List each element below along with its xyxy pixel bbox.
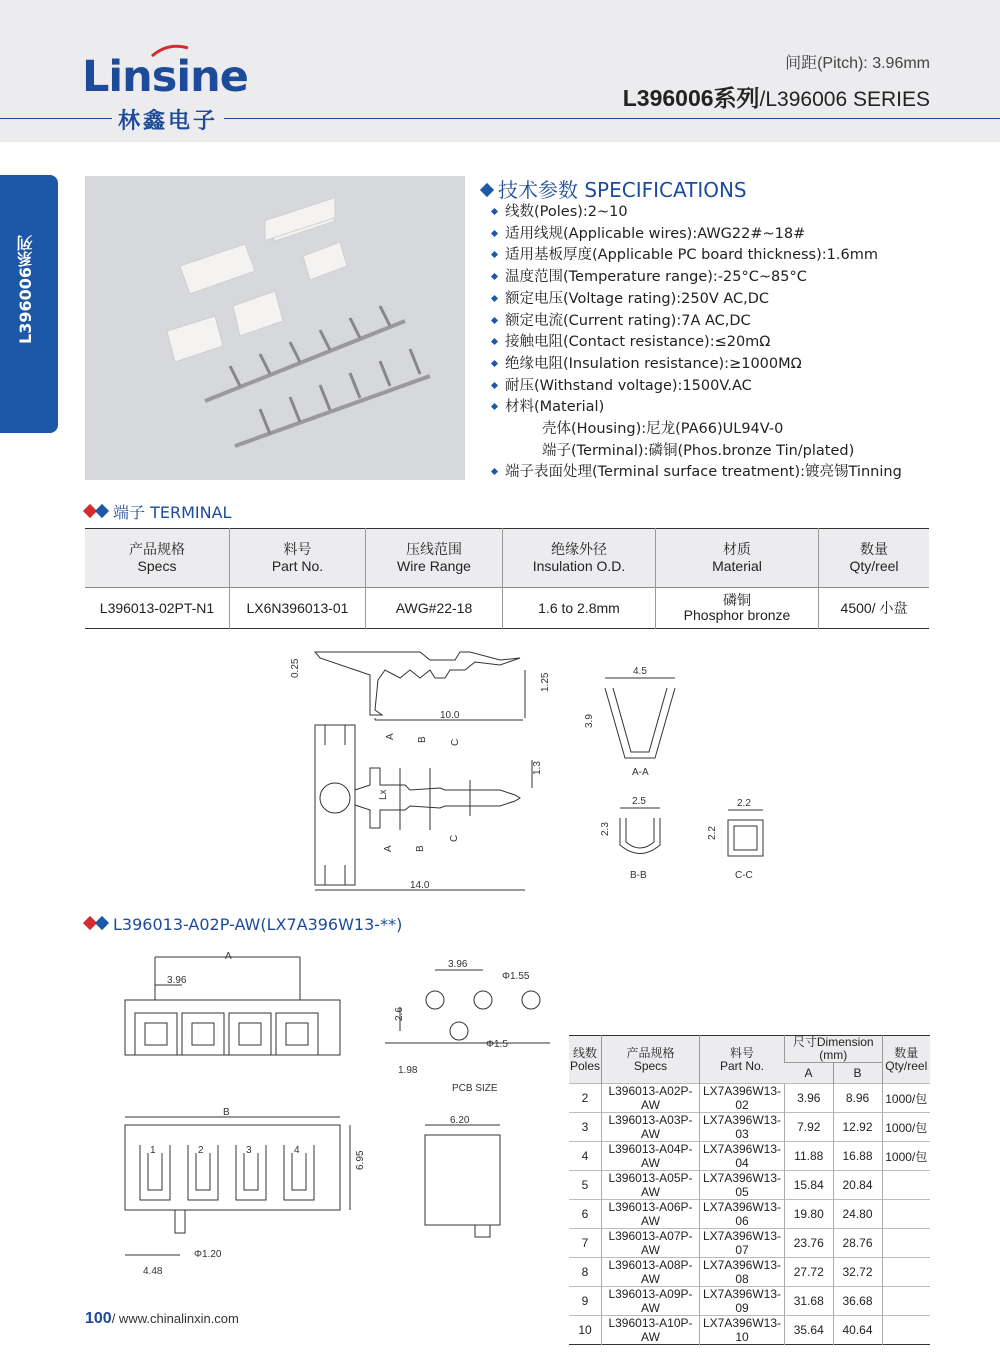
side-tab-label: L396006系列: [16, 235, 35, 344]
pitch-label: 间距(Pitch): 3.96mm: [785, 55, 930, 72]
connector-illustration: [85, 176, 465, 480]
cell-part: LX7A396W13-03: [700, 1113, 785, 1142]
series-cn: L396006系列: [622, 85, 760, 111]
housing-title: L396013-A02P-AW(LX7A396W13-**): [85, 915, 402, 934]
svg-text:C: C: [449, 834, 460, 842]
svg-text:C-C: C-C: [735, 870, 753, 881]
cell-qty: [882, 1171, 930, 1200]
svg-text:3.96: 3.96: [167, 975, 187, 986]
side-tab: [0, 175, 58, 433]
cell-poles: 10: [569, 1316, 602, 1345]
cell-qty: [882, 1258, 930, 1287]
diamond-icon: [95, 504, 109, 518]
table-row: [569, 1142, 930, 1171]
cell-b: 8.96: [833, 1084, 882, 1113]
table-row: [569, 1258, 930, 1287]
svg-text:PCB SIZE: PCB SIZE: [452, 1083, 498, 1094]
cell-part: LX7A396W13-06: [700, 1200, 785, 1229]
cell-part: LX7A396W13-05: [700, 1171, 785, 1200]
th-part: 料号 Part No.: [700, 1036, 785, 1084]
th-wire: 压线范围 Wire Range: [366, 529, 503, 588]
svg-text:1.3: 1.3: [532, 761, 543, 775]
spec-item: 额定电流(Current rating):7A AC,DC: [488, 311, 902, 333]
terminal-drawing: [270, 640, 770, 895]
svg-text:6.20: 6.20: [450, 1115, 470, 1126]
svg-text:B: B: [415, 845, 426, 852]
cell-specs: L396013-A03P-AW: [602, 1113, 700, 1142]
specs-title: 技术参数 SPECIFICATIONS: [482, 174, 747, 203]
page-number: 100: [85, 1310, 112, 1327]
spec-item: 耐压(Withstand voltage):1500V.AC: [488, 376, 902, 398]
bullet-icon: [491, 208, 498, 215]
svg-text:1.98: 1.98: [398, 1065, 418, 1076]
bullet-icon: [491, 338, 498, 345]
cell-qty: [882, 1200, 930, 1229]
th-dimension: 尺寸Dimension (mm): [785, 1036, 883, 1063]
cell-a: 3.96: [785, 1084, 834, 1113]
svg-text:2.3: 2.3: [600, 822, 611, 836]
svg-text:4.5: 4.5: [633, 666, 647, 677]
table-row: [569, 1171, 930, 1200]
page-header: [0, 0, 1000, 142]
svg-text:A-A: A-A: [632, 767, 649, 778]
cell-qty: [882, 1316, 930, 1345]
bullet-icon: [491, 295, 498, 302]
spec-item: 额定电压(Voltage rating):250V AC,DC: [488, 289, 902, 311]
spec-item: 端子表面处理(Terminal surface treatment):镀亮锡Tinning: [488, 462, 902, 484]
cell-specs: L396013-A06P-AW: [602, 1200, 700, 1229]
cell-specs: L396013-A05P-AW: [602, 1171, 700, 1200]
th-od: 绝缘外径 Insulation O.D.: [503, 529, 656, 588]
cell-specs: L396013-A07P-AW: [602, 1229, 700, 1258]
table-row: [569, 1229, 930, 1258]
table-row: [569, 1287, 930, 1316]
cell-part: LX7A396W13-09: [700, 1287, 785, 1316]
cell-b: 20.84: [833, 1171, 882, 1200]
cell-a: 31.68: [785, 1287, 834, 1316]
cell-poles: 3: [569, 1113, 602, 1142]
spec-item: 适用线规(Applicable wires):AWG22#~18#: [488, 224, 902, 246]
svg-text:Lx: Lx: [378, 789, 389, 800]
svg-text:B: B: [223, 1107, 230, 1118]
spec-item: 温度范围(Temperature range):-25°C~85°C: [488, 267, 902, 289]
cell-part: LX7A396W13-04: [700, 1142, 785, 1171]
spec-item: 绝缘电阻(Insulation resistance):≥1000MΩ: [488, 354, 902, 376]
logo-cn: 林鑫电子: [112, 104, 224, 135]
svg-text:A: A: [385, 733, 396, 740]
cell-specs: L396013-A09P-AW: [602, 1287, 700, 1316]
cell-b: 16.88: [833, 1142, 882, 1171]
table-row: L396013-02PT-N1 LX6N396013-01 AWG#22-18 1.6 to 2.8mm 磷铜 Phosphor bronze 4500/ 小盘: [85, 588, 929, 629]
svg-text:A: A: [383, 845, 394, 852]
bullet-icon: [491, 382, 498, 389]
cell-b: 36.68: [833, 1287, 882, 1316]
cell-b: 40.64: [833, 1316, 882, 1345]
svg-text:3.96: 3.96: [448, 959, 468, 970]
diamond-icon: [95, 916, 109, 930]
cell-b: 32.72: [833, 1258, 882, 1287]
svg-text:2.2: 2.2: [707, 826, 718, 840]
table-row: [569, 1200, 930, 1229]
th-a: A: [785, 1063, 834, 1084]
cell-part: LX7A396W13-10: [700, 1316, 785, 1345]
svg-text:2.2: 2.2: [737, 798, 751, 809]
spec-item: 适用基板厚度(Applicable PC board thickness):1.6mm: [488, 245, 902, 267]
svg-text:2: 2: [198, 1145, 204, 1156]
cell-poles: 5: [569, 1171, 602, 1200]
cell-specs: L396013-A04P-AW: [602, 1142, 700, 1171]
cell-qty: [882, 1229, 930, 1258]
th-part: 料号 Part No.: [230, 529, 366, 588]
svg-text:Φ1.20: Φ1.20: [194, 1249, 222, 1260]
svg-text:C: C: [450, 738, 461, 746]
cell-b: 12.92: [833, 1113, 882, 1142]
cell-poles: 9: [569, 1287, 602, 1316]
bullet-icon: [491, 273, 498, 280]
cell-specs: L396013-A08P-AW: [602, 1258, 700, 1287]
spec-item: 线数(Poles):2~10: [488, 202, 902, 224]
svg-text:Φ1.55: Φ1.55: [502, 971, 530, 982]
th-qty: 数量 Qty/reel: [819, 529, 930, 588]
specs-list: [488, 202, 902, 484]
bullet-icon: [491, 468, 498, 475]
bullet-icon: [491, 251, 498, 258]
svg-text:14.0: 14.0: [410, 880, 430, 891]
terminal-table: [85, 528, 929, 629]
series-en: /L396006 SERIES: [759, 88, 930, 111]
footer-url: / www.chinalinxin.com: [111, 1311, 239, 1326]
cell-specs: L396013-A10P-AW: [602, 1316, 700, 1345]
svg-text:1.25: 1.25: [540, 672, 551, 692]
th-specs: 产品规格 Specs: [602, 1036, 700, 1084]
svg-text:10.0: 10.0: [440, 710, 460, 721]
svg-text:1: 1: [150, 1145, 156, 1156]
logo: Linsine: [82, 52, 248, 102]
svg-text:2.5: 2.5: [632, 796, 646, 807]
housing-drawing: [110, 945, 550, 1280]
th-poles: 线数 Poles: [569, 1036, 602, 1084]
svg-text:4.48: 4.48: [143, 1266, 163, 1277]
svg-text:Φ1.5: Φ1.5: [486, 1039, 508, 1050]
cell-a: 7.92: [785, 1113, 834, 1142]
table-row: [569, 1113, 930, 1142]
svg-text:B: B: [417, 736, 428, 743]
svg-text:0.25: 0.25: [290, 658, 301, 678]
cell-part: LX7A396W13-08: [700, 1258, 785, 1287]
svg-text:3.9: 3.9: [584, 714, 595, 728]
table-row: [569, 1084, 930, 1113]
cell-qty: [882, 1287, 930, 1316]
svg-text:2.6: 2.6: [394, 1007, 405, 1021]
cell-poles: 2: [569, 1084, 602, 1113]
cell-a: 27.72: [785, 1258, 834, 1287]
svg-text:B-B: B-B: [630, 870, 647, 881]
th-b: B: [833, 1063, 882, 1084]
cell-a: 19.80: [785, 1200, 834, 1229]
th-qty: 数量 Qty/reel: [882, 1036, 930, 1084]
cell-b: 28.76: [833, 1229, 882, 1258]
cell-a: 15.84: [785, 1171, 834, 1200]
svg-text:A: A: [225, 951, 232, 962]
dimension-table: [569, 1035, 930, 1345]
terminal-title: 端子 TERMINAL: [85, 500, 231, 523]
diamond-icon: [480, 183, 494, 197]
cell-qty: 1000/包: [882, 1142, 930, 1171]
bullet-icon: [491, 230, 498, 237]
th-material: 材质 Material: [656, 529, 819, 588]
spec-terminal: 端子(Terminal):磷铜(Phos.bronze Tin/plated): [542, 442, 855, 459]
cell-qty: 1000/包: [882, 1113, 930, 1142]
cell-poles: 8: [569, 1258, 602, 1287]
product-photo: [85, 176, 465, 480]
cell-a: 23.76: [785, 1229, 834, 1258]
bullet-icon: [491, 403, 498, 410]
bullet-icon: [491, 316, 498, 323]
cell-b: 24.80: [833, 1200, 882, 1229]
footer: [85, 1310, 239, 1328]
spec-housing: 壳体(Housing):尼龙(PA66)UL94V-0: [542, 421, 784, 438]
svg-text:3: 3: [246, 1145, 252, 1156]
bullet-icon: [491, 360, 498, 367]
cell-specs: L396013-A02P-AW: [602, 1084, 700, 1113]
cell-poles: 6: [569, 1200, 602, 1229]
th-specs: 产品规格 Specs: [85, 529, 230, 588]
svg-text:6.95: 6.95: [355, 1150, 366, 1170]
spec-item: 接触电阻(Contact resistance):≤20mΩ: [488, 332, 902, 354]
cell-poles: 7: [569, 1229, 602, 1258]
svg-text:4: 4: [294, 1145, 300, 1156]
cell-qty: 1000/包: [882, 1084, 930, 1113]
cell-a: 11.88: [785, 1142, 834, 1171]
cell-poles: 4: [569, 1142, 602, 1171]
spec-item: 材料(Material): [488, 397, 902, 419]
series-title: [623, 80, 930, 113]
cell-part: LX7A396W13-07: [700, 1229, 785, 1258]
cell-a: 35.64: [785, 1316, 834, 1345]
cell-part: LX7A396W13-02: [700, 1084, 785, 1113]
table-row: [569, 1316, 930, 1345]
